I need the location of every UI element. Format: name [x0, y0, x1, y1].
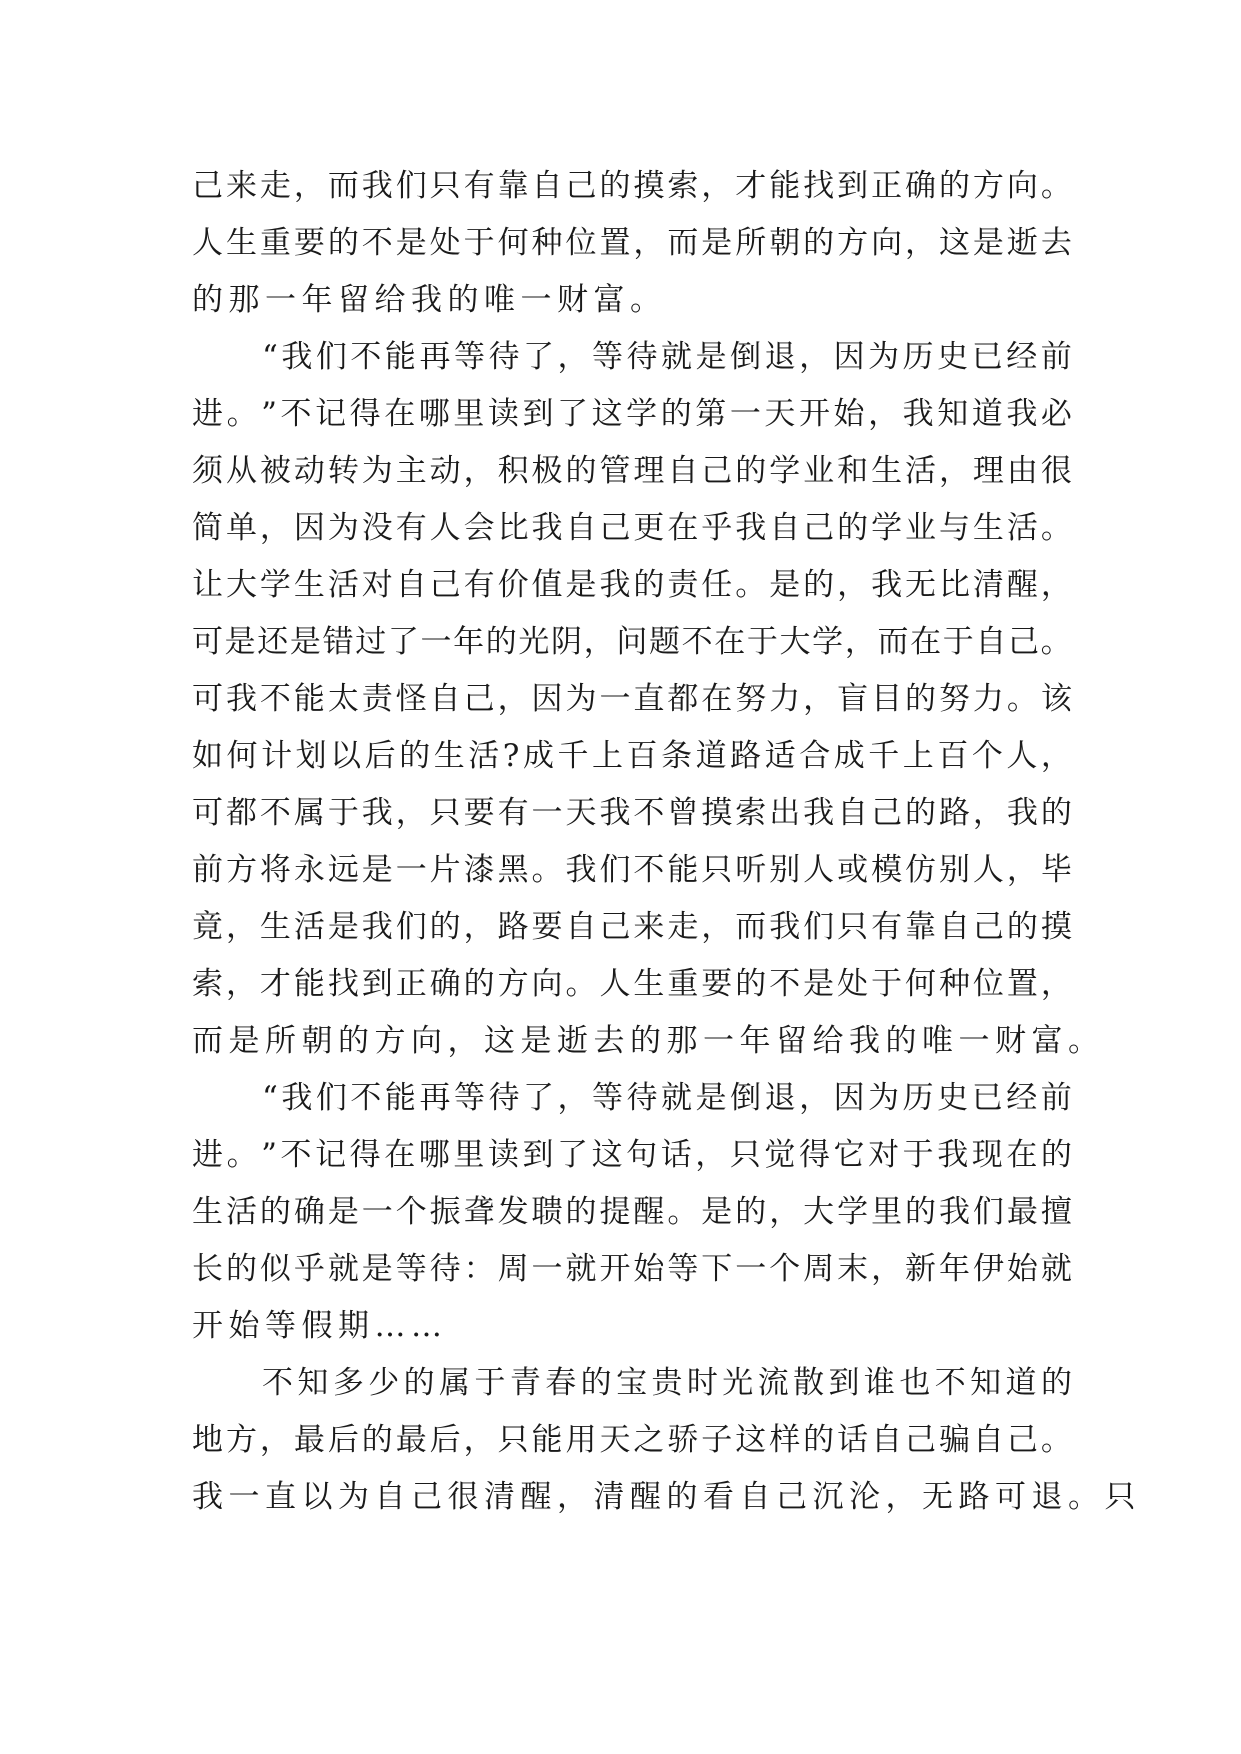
text-line: 的那一年留给我的唯一财富。: [192, 282, 667, 318]
text-line: 我一直以为自己很清醒，清醒的看自己沉沦，无路可退。只: [192, 1479, 1141, 1515]
text-line: 地 方 ， 最 后 的 最 后 ， 只 能 用 天 之 骄 子 这 样 的 话 自 己 骗 自 己 。: [192, 1422, 1072, 1458]
paragraph: [192, 158, 1072, 329]
text-line: 索 ， 才 能 找 到 正 确 的 方 向 。 人 生 重 要 的 不 是 处 于 何 种 位 置 ，: [192, 966, 1072, 1002]
text-line: 前 方 将 永 远 是 一 片 漆 黑 。 我 们 不 能 只 听 别 人 或 模 仿 别 人 ， 毕: [192, 852, 1072, 888]
paragraph: [192, 1070, 1072, 1355]
text-line: 须 从 被 动 转 为 主 动 ， 积 极 的 管 理 自 己 的 学 业 和 生 活 ， 理 由 很: [192, 453, 1072, 489]
text-line: 进 。 ” 不 记 得 在 哪 里 读 到 了 这 学 的 第 一 天 开 始 ， 我 知 道 我 必: [192, 396, 1072, 432]
text-line: 长 的 似 乎 就 是 等 待 ： 周 一 就 开 始 等 下 一 个 周 末 ， 新 年 伊 始 就: [192, 1251, 1072, 1287]
text-line: 可 我 不 能 太 责 怪 自 己 ， 因 为 一 直 都 在 努 力 ， 盲 目 的 努 力 。 该: [192, 681, 1072, 717]
text-line: 己 来 走 ， 而 我 们 只 有 靠 自 己 的 摸 索 ， 才 能 找 到 正 确 的 方 向 。: [192, 168, 1072, 204]
text-line: 进 。 ” 不 记 得 在 哪 里 读 到 了 这 句 话 ， 只 觉 得 它 对 于 我 现 在 的: [192, 1137, 1072, 1173]
text-line: 可 是 还 是 错 过 了 一 年 的 光 阴 ， 问 题 不 在 于 大 学 ， 而 在 于 自 己 。: [192, 624, 1072, 660]
text-line: 竟 ， 生 活 是 我 们 的 ， 路 要 自 己 来 走 ， 而 我 们 只 有 靠 自 己 的 摸: [192, 909, 1072, 945]
text-line: 不 知 多 少 的 属 于 青 春 的 宝 贵 时 光 流 散 到 谁 也 不 知 道 的: [262, 1365, 1072, 1401]
text-line: 让 大 学 生 活 对 自 己 有 价 值 是 我 的 责 任 。 是 的 ， 我 无 比 清 醒 ，: [192, 567, 1072, 603]
body-text: [192, 158, 1141, 1526]
paragraph: [192, 1355, 1141, 1526]
text-line: 可 都 不 属 于 我 ， 只 要 有 一 天 我 不 曾 摸 索 出 我 自 己 的 路 ， 我 的: [192, 795, 1072, 831]
text-line: 如 何 计 划 以 后 的 生 活 ? 成 千 上 百 条 道 路 适 合 成 千 上 百 个 人 ，: [192, 738, 1072, 774]
text-line: 简 单 ， 因 为 没 有 人 会 比 我 自 己 更 在 乎 我 自 己 的 学 业 与 生 活 。: [192, 510, 1072, 546]
text-line: “ 我 们 不 能 再 等 待 了 ， 等 待 就 是 倒 退 ， 因 为 历 史 已 经 前: [262, 1080, 1072, 1116]
text-line: “ 我 们 不 能 再 等 待 了 ， 等 待 就 是 倒 退 ， 因 为 历 史 已 经 前: [262, 339, 1072, 375]
text-line: 开始等假期……: [192, 1308, 448, 1344]
paragraph: [192, 329, 1105, 1070]
text-line: 生 活 的 确 是 一 个 振 聋 发 聩 的 提 醒 。 是 的 ， 大 学 里 的 我 们 最 擅: [192, 1194, 1072, 1230]
text-line: 而是所朝的方向，这是逝去的那一年留给我的唯一财富。: [192, 1023, 1105, 1059]
text-line: 人 生 重 要 的 不 是 处 于 何 种 位 置 ， 而 是 所 朝 的 方 向 ， 这 是 逝 去: [192, 225, 1072, 261]
